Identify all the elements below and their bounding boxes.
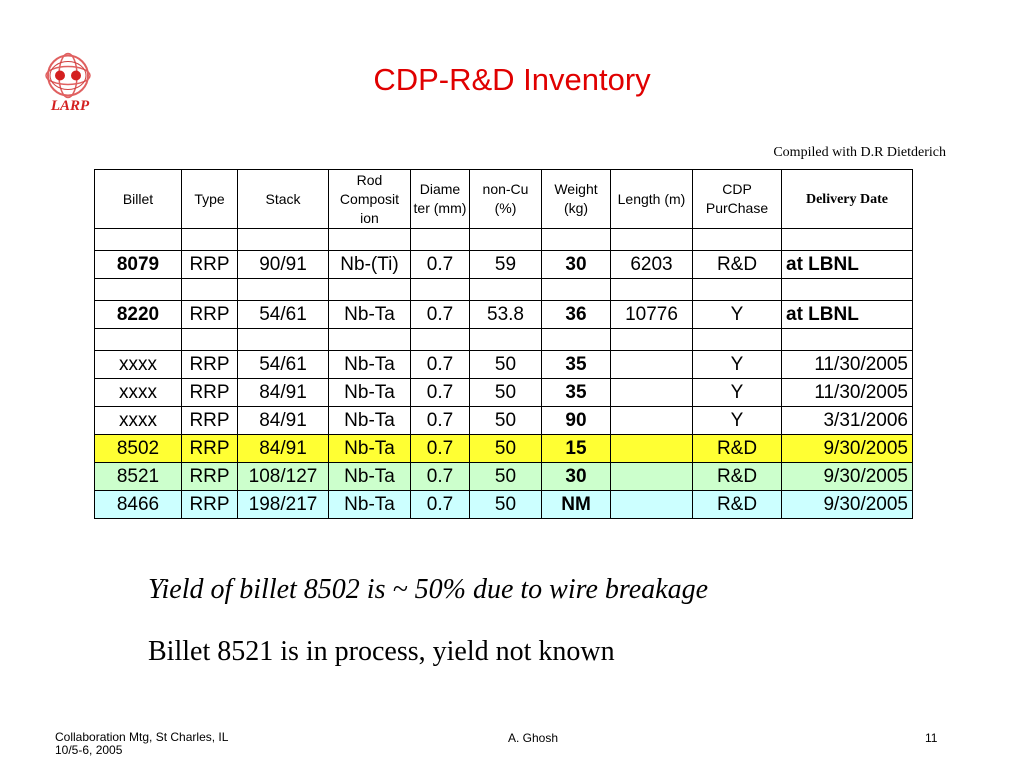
cell-weight: 30: [542, 251, 611, 279]
cell-cdp-purchase: R&D: [693, 251, 782, 279]
yield-note: Yield of billet 8502 is ~ 50% due to wire breakage: [148, 574, 709, 605]
cell-billet: 8079: [95, 251, 182, 279]
cell-billet: [95, 279, 182, 301]
cell-weight: 90: [542, 407, 611, 435]
cell-length: [611, 491, 693, 519]
cell-rod-composition: [329, 329, 411, 351]
cell-delivery-date: [782, 279, 913, 301]
cell-weight: 15: [542, 435, 611, 463]
cell-rod-composition: Nb-Ta: [329, 379, 411, 407]
table-row: [95, 463, 913, 491]
cell-weight: 35: [542, 351, 611, 379]
compiled-note: Compiled with D.R Dietderich: [773, 145, 946, 160]
cell-rod-composition: Nb-Ta: [329, 351, 411, 379]
cell-type: RRP: [182, 379, 238, 407]
header-length: Length (m): [611, 170, 693, 229]
cell-non-cu: [470, 329, 542, 351]
table-row: [95, 329, 913, 351]
table-row: [95, 379, 913, 407]
cell-stack: 54/61: [238, 301, 329, 329]
cell-rod-composition: Nb-Ta: [329, 491, 411, 519]
table-row: [95, 435, 913, 463]
cell-length: 6203: [611, 251, 693, 279]
cell-type: RRP: [182, 251, 238, 279]
header-weight: Weight (kg): [542, 170, 611, 229]
cell-billet: 8521: [95, 463, 182, 491]
cell-stack: [238, 329, 329, 351]
table-row: [95, 407, 913, 435]
cell-cdp-purchase: [693, 279, 782, 301]
cell-rod-composition: Nb-Ta: [329, 435, 411, 463]
header-non-cu: non-Cu (%): [470, 170, 542, 229]
cell-type: RRP: [182, 351, 238, 379]
cell-length: [611, 351, 693, 379]
table-row: [95, 251, 913, 279]
footer-author: A. Ghosh: [508, 731, 559, 745]
cell-diameter: 0.7: [411, 463, 470, 491]
cell-stack: 108/127: [238, 463, 329, 491]
cell-delivery-date: 9/30/2005: [782, 463, 913, 491]
cell-type: [182, 279, 238, 301]
footer-meeting-line1: Collaboration Mtg, St Charles, IL: [55, 730, 229, 744]
cell-non-cu: [470, 279, 542, 301]
cell-weight: 36: [542, 301, 611, 329]
cell-length: 10776: [611, 301, 693, 329]
cell-cdp-purchase: R&D: [693, 435, 782, 463]
logo-text: LARP: [50, 98, 90, 114]
header-stack: Stack: [238, 170, 329, 229]
cell-delivery-date: 9/30/2005: [782, 491, 913, 519]
cell-rod-composition: [329, 229, 411, 251]
cell-billet: 8220: [95, 301, 182, 329]
cell-diameter: 0.7: [411, 407, 470, 435]
cell-cdp-purchase: Y: [693, 301, 782, 329]
cell-rod-composition: Nb-(Ti): [329, 251, 411, 279]
header-diameter: Diame ter (mm): [411, 170, 470, 229]
cell-delivery-date: 11/30/2005: [782, 351, 913, 379]
cell-length: [611, 229, 693, 251]
cell-billet: xxxx: [95, 351, 182, 379]
cell-rod-composition: Nb-Ta: [329, 301, 411, 329]
cell-length: [611, 329, 693, 351]
cell-diameter: 0.7: [411, 351, 470, 379]
footer-page-number: 11: [925, 731, 938, 745]
cell-delivery-date: at LBNL: [782, 251, 913, 279]
cell-non-cu: 50: [470, 379, 542, 407]
footer-meeting-line2: 10/5-6, 2005: [55, 743, 123, 757]
cell-stack: 198/217: [238, 491, 329, 519]
cell-stack: 84/91: [238, 379, 329, 407]
cell-type: [182, 229, 238, 251]
cell-cdp-purchase: Y: [693, 407, 782, 435]
cell-cdp-purchase: R&D: [693, 463, 782, 491]
cell-type: RRP: [182, 301, 238, 329]
table-row: [95, 279, 913, 301]
cell-cdp-purchase: Y: [693, 351, 782, 379]
cell-stack: 84/91: [238, 435, 329, 463]
cell-delivery-date: 11/30/2005: [782, 379, 913, 407]
header-billet: Billet: [95, 170, 182, 229]
cell-type: RRP: [182, 463, 238, 491]
cell-rod-composition: [329, 279, 411, 301]
cell-type: [182, 329, 238, 351]
cell-weight: [542, 229, 611, 251]
cell-billet: 8502: [95, 435, 182, 463]
table-row: [95, 351, 913, 379]
cell-diameter: [411, 329, 470, 351]
process-note: Billet 8521 is in process, yield not known: [148, 636, 615, 667]
cell-delivery-date: 9/30/2005: [782, 435, 913, 463]
cell-billet: [95, 329, 182, 351]
header-type: Type: [182, 170, 238, 229]
cell-length: [611, 379, 693, 407]
cell-length: [611, 463, 693, 491]
cell-diameter: 0.7: [411, 251, 470, 279]
cell-cdp-purchase: R&D: [693, 491, 782, 519]
cell-length: [611, 279, 693, 301]
cell-stack: 90/91: [238, 251, 329, 279]
cell-cdp-purchase: [693, 229, 782, 251]
cell-non-cu: 50: [470, 351, 542, 379]
table-header-row: [95, 170, 913, 229]
cell-non-cu: 53.8: [470, 301, 542, 329]
cell-diameter: 0.7: [411, 491, 470, 519]
cell-non-cu: 50: [470, 463, 542, 491]
page-title: CDP-R&D Inventory: [373, 62, 651, 97]
cell-type: RRP: [182, 407, 238, 435]
cell-non-cu: 50: [470, 491, 542, 519]
cell-non-cu: 59: [470, 251, 542, 279]
cell-non-cu: 50: [470, 435, 542, 463]
table-row: [95, 229, 913, 251]
cell-stack: 54/61: [238, 351, 329, 379]
cell-weight: NM: [542, 491, 611, 519]
cell-cdp-purchase: [693, 329, 782, 351]
inventory-table: [94, 169, 913, 519]
cell-delivery-date: [782, 329, 913, 351]
cell-cdp-purchase: Y: [693, 379, 782, 407]
cell-diameter: [411, 229, 470, 251]
cell-non-cu: 50: [470, 407, 542, 435]
cell-diameter: [411, 279, 470, 301]
header-rod-composition: Rod Composit ion: [329, 170, 411, 229]
cell-weight: [542, 279, 611, 301]
cell-rod-composition: Nb-Ta: [329, 407, 411, 435]
cell-rod-composition: Nb-Ta: [329, 463, 411, 491]
cell-length: [611, 407, 693, 435]
cell-stack: [238, 279, 329, 301]
footer-meeting: [55, 731, 228, 757]
cell-weight: 30: [542, 463, 611, 491]
cell-diameter: 0.7: [411, 301, 470, 329]
cell-type: RRP: [182, 491, 238, 519]
cell-billet: xxxx: [95, 407, 182, 435]
cell-diameter: 0.7: [411, 379, 470, 407]
cell-stack: 84/91: [238, 407, 329, 435]
cell-delivery-date: at LBNL: [782, 301, 913, 329]
cell-stack: [238, 229, 329, 251]
cell-weight: 35: [542, 379, 611, 407]
table-row: [95, 491, 913, 519]
cell-delivery-date: [782, 229, 913, 251]
cell-non-cu: [470, 229, 542, 251]
cell-length: [611, 435, 693, 463]
table-row: [95, 301, 913, 329]
cell-type: RRP: [182, 435, 238, 463]
header-cdp-purchase: CDP PurChase: [693, 170, 782, 229]
cell-billet: 8466: [95, 491, 182, 519]
cell-weight: [542, 329, 611, 351]
cell-billet: xxxx: [95, 379, 182, 407]
cell-delivery-date: 3/31/2006: [782, 407, 913, 435]
cell-billet: [95, 229, 182, 251]
header-delivery-date: Delivery Date: [782, 170, 913, 229]
cell-diameter: 0.7: [411, 435, 470, 463]
